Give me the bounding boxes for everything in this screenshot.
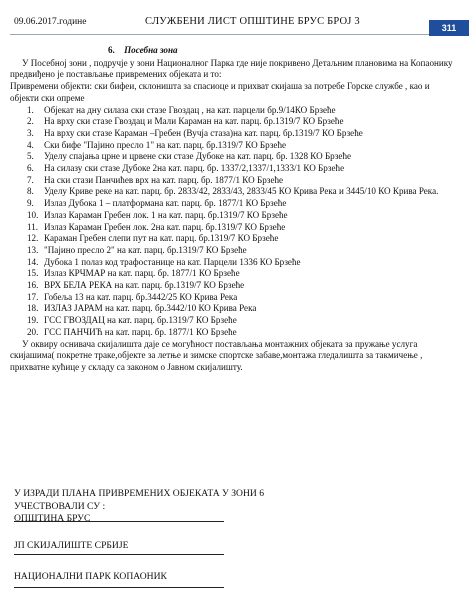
list-item-text: Излаз Дубока 1 – платформана кат. парц. бр. 1877/1 КО Брзеће — [44, 198, 287, 209]
signature-line — [14, 587, 224, 588]
list-item-number: 11. — [27, 221, 39, 232]
list-item-number: 5. — [27, 151, 34, 162]
list-item-text: На врху ски стазе Гвоздац и Мали Караман на кат. парц. бр.1319/7 КО Брзеће — [44, 116, 344, 127]
list-item — [10, 233, 456, 245]
participant-ski-resorts: ЈП СКИЈАЛИШТЕ СРБИЈЕ — [14, 540, 129, 551]
issue-date: 09.06.2017.године — [14, 17, 87, 27]
list-item — [10, 128, 456, 140]
list-item-number: 14. — [27, 256, 39, 267]
list-item — [10, 175, 456, 187]
list-item-text: ИЗЛАЗ ЈАРАМ на кат. парц. бр.3442/10 КО Крива Река — [44, 303, 257, 314]
section-title: Посебна зона — [124, 45, 178, 55]
list-item-text: ГСС ГВОЗДАЦ на кат. парц. бр.1319/7 КО Брзеће — [44, 315, 237, 326]
list-item-number: 10. — [27, 209, 39, 220]
list-item-number: 9. — [27, 198, 34, 209]
participants-heading-line: У ИЗРАДИ ПЛАНА ПРИВРЕМЕНИХ ОБЈЕКАТА У ЗОНИ 6 УЧЕСТВОВАЛИ СУ : — [14, 488, 265, 512]
list-item — [10, 151, 456, 163]
list-item — [10, 280, 456, 292]
participant-national-park: НАЦИОНАЛНИ ПАРК КОПАОНИК — [14, 571, 167, 582]
list-item-text: Ски бифе "Пајино пресло 1" на кат. парц. бр.1319/7 КО Брзеће — [44, 139, 287, 150]
list-item-text: Уделу Криве реке на кат. парц. бр. 2833/42, 2833/43, 2833/45 КО Крива Река и 3445/10 КО Крива Река. — [44, 186, 439, 197]
list-item — [10, 163, 456, 175]
page-number-badge: 311 — [429, 20, 469, 36]
list-item-number: 3. — [27, 127, 34, 138]
list-item-number: 20. — [27, 326, 39, 337]
list-item-number: 6. — [27, 163, 34, 174]
object-list — [10, 105, 456, 339]
list-item-text: Излаз Караман Гребен лок. 2на кат. парц. бр.1319/7 КО Брзеће — [44, 221, 286, 232]
list-item-number: 16. — [27, 280, 39, 291]
section-heading — [10, 45, 456, 57]
list-item-number: 13. — [27, 244, 39, 255]
list-item — [10, 105, 456, 117]
list-item — [10, 186, 456, 198]
list-item-number: 1. — [27, 104, 34, 115]
header-divider — [10, 34, 429, 35]
list-item-number: 2. — [27, 116, 34, 127]
list-item-number: 12. — [27, 233, 39, 244]
list-item-number: 8. — [27, 186, 34, 197]
list-item-number: 15. — [27, 268, 39, 279]
list-item — [10, 116, 456, 128]
list-item-text: Излаз КРЧМАР на кат. парц. бр. 1877/1 КО Брзеће — [44, 268, 240, 279]
list-item-text: ГСС ПАНЧИЋ на кат. парц. бр. 1877/1 КО Брзеће — [44, 326, 237, 337]
list-item — [10, 257, 456, 269]
page-header — [0, 0, 469, 40]
list-item — [10, 303, 456, 315]
participants-heading — [14, 488, 314, 526]
list-item-number: 19. — [27, 315, 39, 326]
list-item-text: Уделу спајања црне и црвене ски стазе Дубоке на кат. парц. бр. 1328 КО Брзеће — [44, 151, 352, 162]
list-item-number: 18. — [27, 303, 39, 314]
list-item — [10, 327, 456, 339]
list-item-text: Објекат на дну силаза ски стазе Гвоздац , на кат. парцели бр.9/14КО Брзеће — [44, 104, 336, 115]
list-item-text: Гобеља 13 на кат. парц. бр.3442/25 КО Крива Река — [44, 291, 238, 302]
list-item-text: "Пајино пресло 2" на кат. парц. бр.1319/7 КО Брзеће — [44, 244, 247, 255]
publication-title: СЛУЖБЕНИ ЛИСТ ОПШТИНЕ БРУС БРОЈ 3 — [145, 16, 360, 27]
list-item — [10, 222, 456, 234]
list-item-number: 7. — [27, 174, 34, 185]
intro-paragraph: У Посебној зони , подручје у зони Националног Парка где није покривено Детаљним плановима на Копаонику предвиђено је постављање привремених објеката и то: — [10, 57, 453, 80]
list-item-text: На ски стази Панчићев врх на кат. парц. бр. 1877/1 КО Брзеће — [44, 174, 284, 185]
list-item-text: Излаз Караман Гребен лок. 1 на кат. парц. бр.1319/7 КО Брзеће — [44, 209, 288, 220]
list-item — [10, 315, 456, 327]
list-item-text: Караман Гребен слепи пут на кат. парц. бр.1319/7 КО Брзеће — [44, 233, 279, 244]
temporary-objects-paragraph: Привремени објекти: ски бифеи, склоништа за спасиоце и прихват скијаша за потребе Горске службе , као и објекти ски опреме — [10, 81, 430, 103]
list-item-number: 17. — [27, 291, 39, 302]
list-item — [10, 198, 456, 210]
list-item — [10, 245, 456, 257]
closing-paragraph: У оквиру оснивача скијалишта даје се могућност постављања монтажних објеката за пружање услуга скијашима( покретне траке,објекте за летње и зимске спортске забаве,монтажа гледалишта за такмичење , прихватне кућице у складу са законом о Јавном скијалишту. — [10, 338, 423, 372]
signature-line — [14, 554, 224, 555]
list-item-text: На силазу ски стазе Дубоке 2на кат. парц. бр. 1337/2,1337/1,1333/1 КО Брзеће — [44, 163, 345, 174]
list-item-text: На врху ски стазе Караман –Гребен (Вучја стаза)на кат. парц. бр.1319/7 КО Брзеће — [44, 127, 363, 138]
list-item — [10, 268, 456, 280]
list-item — [10, 292, 456, 304]
list-item-text: ВРХ БЕЛА РЕКА на кат. парц. бр.1319/7 КО Брзеће — [44, 280, 245, 291]
list-item — [10, 140, 456, 152]
signature-line — [14, 521, 224, 522]
list-item-number: 4. — [27, 139, 34, 150]
participant-municipality: ОПШТИНА БРУС — [14, 513, 91, 524]
section-number: 6. — [108, 45, 115, 55]
list-item — [10, 210, 456, 222]
list-item-text: Дубока 1 полаз код трафостанице на кат. Парцели 1336 КО Брзеће — [44, 256, 301, 267]
document-body — [10, 42, 456, 374]
